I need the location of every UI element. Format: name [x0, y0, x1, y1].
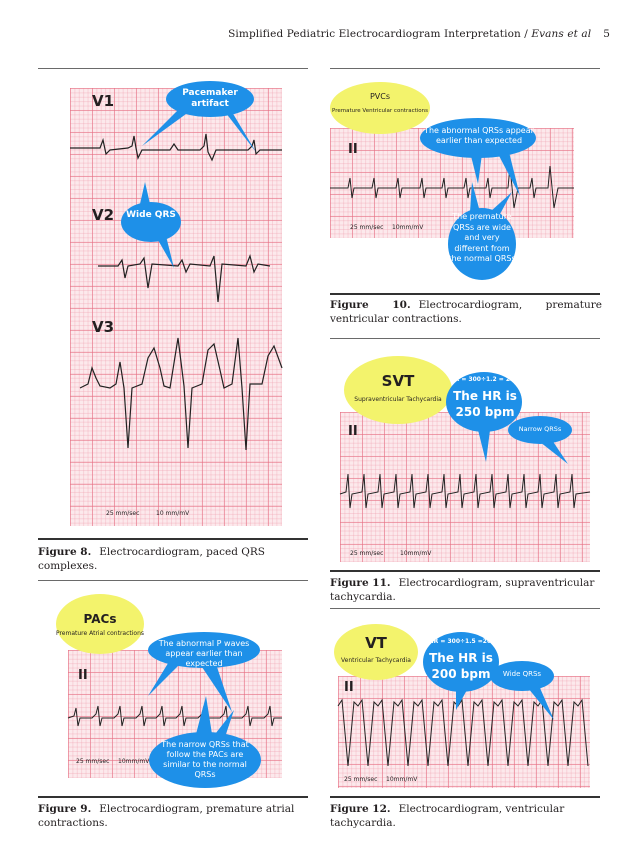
figure12-subtitle: Ventricular Tachycardia [341, 657, 411, 664]
figure12-bottom-rule [330, 796, 600, 798]
figure8-callout-pacemaker: Pacemaker artifact [182, 88, 238, 109]
figure8-caption-label: Figure 8. [38, 546, 92, 558]
figure8-scale-speed: 25 mm/sec [106, 510, 140, 517]
figure8-lead-v3: V3 [92, 318, 115, 336]
figure12-callout-wide: Wide QRSs [502, 670, 542, 678]
running-authors: Evans et al [531, 28, 592, 40]
figure11-scale-gain: 10mm/mV [400, 550, 432, 557]
figure12-lead: II [344, 680, 354, 695]
figure9-title: PACs [83, 612, 117, 626]
figure12-scale-gain: 10mm/mV [386, 776, 418, 783]
figure11-caption-text: Electrocardiogram, supraventricular tachycardia. [330, 577, 595, 603]
figure8-caption-text: Electrocardiogram, paced QRS complexes. [38, 546, 265, 572]
figure8-lead-v1: V1 [92, 92, 115, 110]
figure10-title: PVCs [369, 92, 391, 101]
figure10-callout-wide: The premature QRSs are wide and very different from the normal QRSs [448, 212, 516, 263]
figure9-callout-qrs: The narrow QRSs that follow the PACs are similar to the normal QRSs [161, 740, 249, 779]
figure9-subtitle: Premature Atrial contractions [55, 630, 145, 637]
figure11-subtitle: Supraventricular Tachycardia [354, 396, 442, 403]
figure12-scale-speed: 25 mm/sec [344, 776, 378, 783]
figure10-lead: II [348, 142, 358, 157]
figure11-scale-speed: 25 mm/sec [350, 550, 384, 557]
figure10-subtitle: Premature Ventricular contractions [331, 108, 429, 114]
figure12-caption [330, 802, 612, 830]
figure11-hr: The HR is 250 bpm [453, 389, 517, 419]
figure12-formula: HR = 300÷1.5 =200 [428, 638, 496, 645]
figure11-title: SVT [381, 372, 415, 390]
figure9-lead: II [78, 668, 88, 683]
figure11-caption-label: Figure 11. [330, 577, 391, 589]
figure12-hr: The HR is 200 bpm [429, 651, 493, 681]
figure9-callout-p: The abnormal P waves appear earlier than expected [158, 639, 250, 668]
figure9-scale-speed: 25 mm/sec [76, 758, 110, 765]
figure8-scale-gain: 10 mm/mV [156, 510, 190, 517]
figure8-callout-wide: Wide QRS [126, 210, 176, 220]
figure9-scale-gain: 10mm/mV [118, 758, 150, 765]
figure9-caption-text: Electrocardiogram, premature atrial contractions. [38, 803, 295, 829]
running-title: Simplified Pediatric Electrocardiogram Interpretation / [228, 28, 532, 40]
figure11-callout-narrow: Narrow QRSs [518, 425, 562, 433]
figure10-callout-early: The abnormal QRSs appear earlier than expected [424, 126, 534, 145]
figure10-scale-gain: 10mm/mV [392, 224, 424, 231]
figure11-formula: HR = 300÷1.2 = 250 [449, 376, 519, 383]
figure10-caption-label: Figure 10. [330, 299, 411, 311]
figure12-title: VT [365, 634, 387, 652]
figure11-lead: II [348, 424, 358, 439]
figure8-lead-v2: V2 [92, 206, 115, 224]
figure10-scale-speed: 25 mm/sec [350, 224, 384, 231]
figure12-caption-text: Electrocardiogram, ventricular tachycardia. [330, 803, 565, 829]
figure12-caption-label: Figure 12. [330, 803, 391, 815]
page-number: 5 [603, 28, 610, 40]
figure9-caption-label: Figure 9. [38, 803, 92, 815]
figure10-caption-text: Electrocardiogram, premature ventricular contractions. [330, 299, 602, 325]
